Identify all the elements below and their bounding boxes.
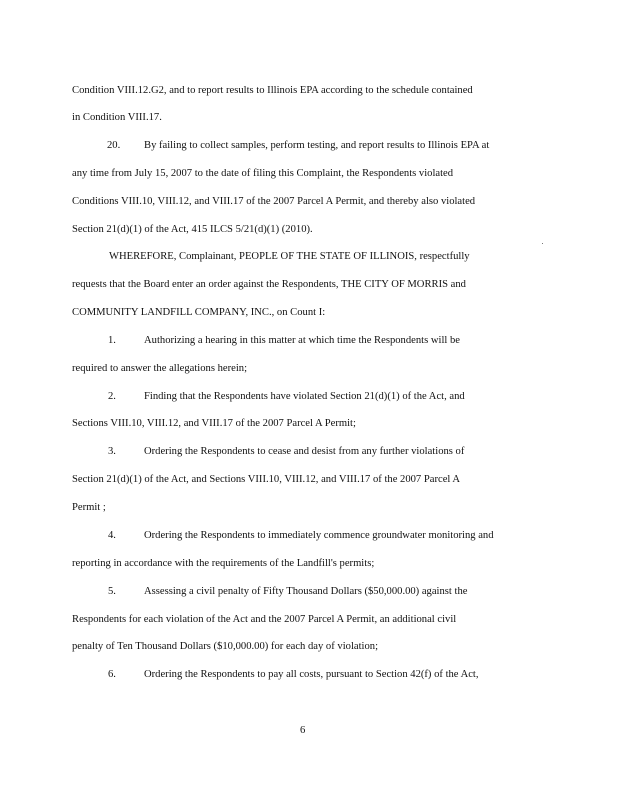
- body-text-line: Permit ;: [72, 502, 106, 513]
- body-text-line: penalty of Ten Thousand Dollars ($10,000.00) for each day of violation;: [72, 641, 379, 652]
- item-number: 6.: [108, 669, 116, 680]
- body-text-line: By failing to collect samples, perform testing, and report results to Illinois EPA at: [144, 140, 490, 151]
- page-number: 6: [300, 725, 306, 736]
- paragraph-number: 20.: [107, 140, 121, 151]
- body-text-line: Ordering the Respondents to immediately commence groundwater monitoring and: [144, 530, 494, 541]
- body-text-line: Respondents for each violation of the Act and the 2007 Parcel A Permit, an additional civil: [72, 614, 457, 625]
- body-text-line: in Condition VIII.17.: [72, 112, 162, 123]
- item-number: 2.: [108, 391, 116, 402]
- item-number: 5.: [108, 586, 116, 597]
- body-text-line: Authorizing a hearing in this matter at which time the Respondents will be: [144, 335, 460, 346]
- body-text-line: requests that the Board enter an order against the Respondents, THE CITY OF MORRIS and: [72, 279, 466, 290]
- body-text-line: Finding that the Respondents have violated Section 21(d)(1) of the Act, and: [144, 391, 465, 402]
- body-text-line: Section 21(d)(1) of the Act, 415 ILCS 5/21(d)(1) (2010).: [72, 224, 313, 235]
- body-text-line: Conditions VIII.10, VIII.12, and VIII.17 of the 2007 Parcel A Permit, and thereby also violated: [72, 196, 476, 207]
- body-text-line: Sections VIII.10, VIII.12, and VIII.17 of the 2007 Parcel A Permit;: [72, 418, 356, 429]
- body-text-line: Ordering the Respondents to pay all costs, pursuant to Section 42(f) of the Act,: [144, 669, 479, 680]
- body-text-line: COMMUNITY LANDFILL COMPANY, INC., on Count I:: [72, 307, 326, 318]
- body-text-line: reporting in accordance with the requirements of the Landfill's permits;: [72, 558, 375, 569]
- item-number: 4.: [108, 530, 116, 541]
- body-text-line: any time from July 15, 2007 to the date of filing this Complaint, the Respondents violated: [72, 168, 454, 179]
- item-number: 1.: [108, 335, 116, 346]
- body-text-line: Ordering the Respondents to cease and desist from any further violations of: [144, 446, 465, 457]
- body-text-line: required to answer the allegations herein;: [72, 363, 248, 374]
- item-number: 3.: [108, 446, 116, 457]
- body-text-line: Assessing a civil penalty of Fifty Thousand Dollars ($50,000.00) against the: [144, 586, 468, 597]
- body-text-line: Condition VIII.12.G2, and to report results to Illinois EPA according to the schedule contained: [72, 85, 473, 96]
- body-text-line: WHEREFORE, Complainant, PEOPLE OF THE STATE OF ILLINOIS, respectfully: [109, 251, 470, 262]
- body-text-line: Section 21(d)(1) of the Act, and Sections VIII.10, VIII.12, and VIII.17 of the 2007 Parcel A: [72, 474, 461, 485]
- scan-speck: [542, 243, 543, 244]
